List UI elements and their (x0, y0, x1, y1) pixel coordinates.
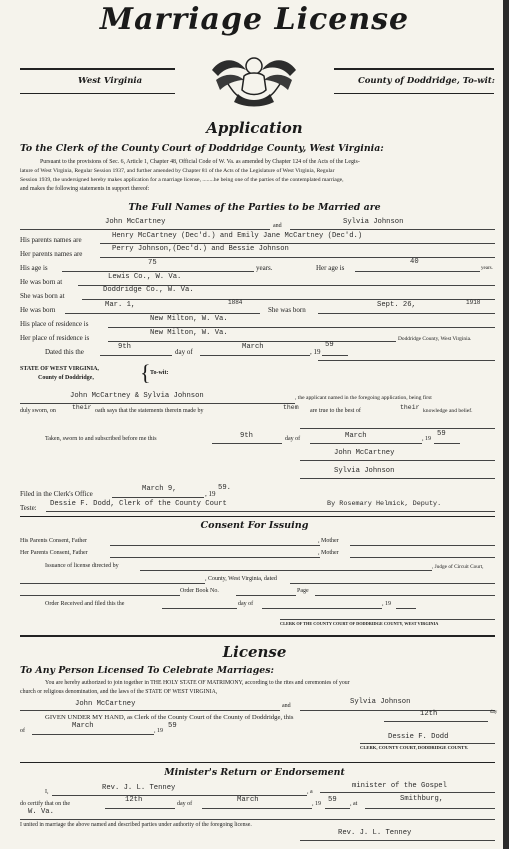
his-parents-line (100, 243, 495, 244)
her-parents-label: Her parents names are (20, 250, 83, 258)
oath-signature-2: Sylvia Johnson (334, 467, 395, 475)
dated-month-line (200, 355, 310, 356)
judge-label: , Judge of Circuit Court, (432, 564, 484, 570)
he-born-label: He was born (20, 306, 56, 314)
license-bride-value: Sylvia Johnson (350, 698, 411, 706)
header-rule-left-top (20, 68, 175, 70)
oath-text-2d: knowledge and belief. (423, 408, 473, 414)
consent-heading: Consent For Issuing (200, 520, 309, 531)
return-month-line (202, 808, 312, 809)
his-age-line (62, 271, 254, 272)
dated-label: Dated this the (45, 348, 84, 356)
oath-towit: To-wit: (150, 370, 169, 376)
given-day-label: day (490, 710, 498, 715)
oath-text-2a: duly sworn, on (20, 408, 56, 414)
oath-signature-1-line (300, 460, 495, 461)
order-book-label: Order Book No. (180, 588, 219, 594)
residence-suffix: Doddridge County, West Virginia. (398, 336, 472, 342)
given-year-value: 59 (168, 722, 177, 730)
return-heading: Minister's Return or Endorsement (164, 767, 345, 778)
her-consent-father-line (110, 557, 320, 558)
order-received-label: Order Received and filed this the (45, 601, 125, 607)
return-minister-of-line (320, 792, 495, 793)
sworn-day-line (212, 443, 282, 444)
order-received-month-line (262, 608, 382, 609)
given-month-value: March (72, 722, 94, 730)
he-born-value: Mar. 1, (105, 301, 136, 309)
oath-signature-2-line (300, 478, 495, 479)
dated-year-line (322, 355, 348, 356)
sworn-label: Taken, sworn to and subscribed before me this (45, 436, 157, 442)
oath-county: County of Doddridge, (38, 375, 94, 381)
license-text-2: church or religious denomination, and the laws of the STATE OF WEST VIRGINIA, (20, 689, 218, 695)
oath-their-1: their (72, 404, 92, 411)
she-born-label: She was born (268, 306, 306, 314)
his-years-label: years. (256, 264, 273, 272)
clerk-signature-line (280, 619, 495, 620)
application-heading: Application (206, 119, 303, 137)
her-age-value: 40 (410, 258, 419, 266)
oath-their-2: their (400, 404, 420, 411)
his-residence-line (108, 327, 495, 328)
oath-blank-line (300, 428, 495, 429)
order-book-line (236, 595, 296, 596)
dated-year-value: 59 (325, 341, 334, 349)
header-rule-right-top (334, 68, 494, 70)
cherub-emblem-icon (208, 50, 300, 108)
license-clerk-signature: Dessie F. Dodd (388, 733, 449, 741)
she-born-at-label: She was born at (20, 292, 65, 300)
page-line (315, 595, 495, 596)
license-rule (20, 635, 495, 637)
page-label: Page (297, 588, 309, 594)
county-dated-blank-line (20, 583, 205, 584)
his-parents-label: His parents names are (20, 236, 82, 244)
teste-line (46, 511, 495, 512)
to-clerk-heading: To the Clerk of the County Court of Doddridge County, West Virginia: (20, 143, 384, 154)
oath-text-2c: are true to the best of (310, 408, 361, 414)
deputy-value: By Rosemary Helmick, Deputy. (327, 500, 442, 508)
license-clerk-caption: CLERK, COUNTY COURT, DODDRIDGE COUNTY. (360, 745, 469, 750)
oath-signature-1: John McCartney (334, 449, 395, 457)
sworn-year-value: 59 (437, 430, 446, 438)
dated-year-prefix: , 19 (310, 348, 321, 356)
given-month-line (32, 734, 154, 735)
his-parents-value: Henry McCartney (Dec'd.) and Emily Jane McCartney (Dec'd.) (112, 232, 363, 240)
return-place2-value: W. Va. (28, 808, 54, 816)
given-label: GIVEN UNDER MY HAND, as Clerk of the County Court of the County of Doddridge, this (45, 714, 294, 721)
his-consent-mother: , Mother (318, 538, 339, 544)
return-minister-line (52, 795, 307, 796)
she-born-value: Sept. 26, (377, 301, 416, 309)
given-year-prefix: , 19 (154, 728, 163, 734)
order-received-day-of: day of (238, 601, 254, 607)
license-text-1: You are hereby authorized to join together in THE HOLY STATE OF MATRIMONY, according to the rites and ceremonies of your (45, 680, 350, 686)
her-consent-mother: , Mother (318, 550, 339, 556)
his-consent-mother-line (350, 545, 495, 546)
return-united: I united in marriage the above named and described parties under authority of the foregoing license. (20, 822, 252, 828)
return-month-value: March (237, 796, 259, 804)
her-residence-value: New Milton, W. Va. (150, 329, 228, 337)
she-born-line (318, 313, 495, 314)
license-bride-line (300, 710, 495, 711)
order-received-year-prefix: , 19 (382, 601, 391, 607)
return-signature-value: Rev. J. L. Tenney (338, 829, 412, 837)
filed-year-value: 59. (218, 484, 231, 492)
groom-name-value: John McCartney (105, 218, 166, 226)
to-any-person-heading: To Any Person Licensed To Celebrate Marriages: (20, 665, 274, 676)
intro-line-3: Session 1939, the undersigned hereby makes application for a marriage license, ........he being one of the parties of the contemplated marriage, (20, 177, 344, 183)
she-born-year-value: 1918 (466, 299, 481, 306)
he-born-at-value: Lewis Co., W. Va. (108, 273, 182, 281)
order-received-year-line (396, 608, 416, 609)
applicant-signature-line (318, 360, 495, 361)
filed-date-value: March 9, (142, 485, 177, 493)
his-age-label: His age is (20, 264, 48, 272)
given-of-label: of (20, 728, 25, 734)
her-parents-value: Perry Johnson,(Dec'd.) and Bessie Johnson (112, 245, 289, 253)
sworn-day-value: 9th (240, 432, 253, 440)
her-age-line (355, 271, 480, 272)
return-day-value: 12th (125, 796, 143, 804)
filed-year-prefix: , 19 (205, 490, 216, 498)
issuance-line (140, 570, 432, 571)
her-years-label: years. (481, 266, 493, 271)
return-minister-of-value: minister of the Gospel (352, 782, 447, 790)
oath-state: STATE OF WEST VIRGINIA, (20, 366, 99, 372)
sworn-year-line (434, 443, 460, 444)
license-heading: License (222, 643, 287, 661)
return-place-value: Smithburg, (400, 795, 444, 803)
sworn-year-prefix: , 19 (422, 436, 431, 442)
his-consent-label: His Parents Consent, Father (20, 538, 87, 544)
license-and: and (282, 703, 291, 709)
intro-line-1: Pursuant to the provisions of Sec. 6, Article 1, Chapter 48, Official Code of W. Va. as amended by Chapter 124 of the Acts of the Legis- (40, 159, 360, 165)
oath-text-2b: oath says that the statements therein made by (95, 408, 204, 414)
his-consent-father-line (110, 545, 320, 546)
filed-label: Filed in the Clerk's Office (20, 490, 93, 498)
return-certify: do certify that on the (20, 801, 70, 807)
given-day-value: 12th (420, 710, 438, 718)
return-rule (20, 762, 495, 763)
groom-name-line (20, 229, 270, 230)
county-label: County of Doddridge, To-wit: (358, 76, 495, 86)
return-day-line (105, 808, 175, 809)
order-received-day-line (162, 608, 237, 609)
oath-applicants-line (20, 403, 295, 404)
return-year-value: 59 (328, 796, 337, 804)
consent-rule (20, 516, 495, 517)
he-born-year-value: 1884 (228, 299, 243, 306)
return-at: , at (350, 801, 358, 807)
dated-day-value: 9th (118, 343, 131, 351)
clerk-caption: CLERK OF THE COUNTY COURT OF DODDRIDGE COUNTY, WEST VIRGINIA (280, 621, 439, 626)
page-edge (503, 0, 509, 849)
her-residence-line (108, 341, 396, 342)
return-year-line (325, 808, 350, 809)
license-groom-line (20, 710, 280, 711)
oath-brace: { (140, 360, 151, 385)
return-i: I, (45, 789, 49, 795)
county-dated-line (290, 583, 495, 584)
sworn-day-of: day of (285, 436, 301, 442)
oath-text-1: , the applicant named in the foregoing application, being first (295, 395, 432, 401)
header-rule-left-bottom (20, 93, 175, 94)
county-dated-label: , County, West Virginia, dated (205, 576, 277, 582)
state-label: West Virginia (78, 76, 143, 86)
license-clerk-line (360, 743, 495, 744)
her-parents-line (100, 257, 495, 258)
order-book-blank-line (20, 595, 180, 596)
and-label: and (273, 223, 282, 229)
she-born-at-line (82, 299, 495, 300)
bride-name-value: Sylvia Johnson (343, 218, 404, 226)
his-residence-label: His place of residence is (20, 320, 89, 328)
his-residence-value: New Milton, W. Va. (150, 315, 228, 323)
return-place2-line (20, 819, 495, 820)
his-age-value: 75 (148, 259, 157, 267)
filed-date-line (112, 497, 204, 498)
return-day-of: day of (177, 801, 193, 807)
her-consent-mother-line (350, 557, 495, 558)
intro-line-4: and makes the following statements in support thereof: (20, 186, 150, 192)
her-age-label: Her age is (316, 264, 345, 272)
license-groom-value: John McCartney (75, 700, 136, 708)
sworn-month-line (310, 443, 422, 444)
dated-day-of: day of (175, 348, 193, 356)
return-place-line (365, 808, 495, 809)
bride-name-line (290, 229, 495, 230)
intro-line-2: lature of West Virginia, Regular Session 1937, and further amended by Chapter 81 of the Acts of the Legislature of West Virginia, Regular (20, 168, 335, 174)
dated-day-line (100, 355, 172, 356)
return-minister-value: Rev. J. L. Tenney (102, 784, 176, 792)
dated-month-value: March (242, 343, 264, 351)
her-residence-label: Her place of residence is (20, 334, 90, 342)
issuance-label: Issuance of license directed by (45, 563, 119, 569)
oath-them: them (283, 404, 299, 411)
oath-applicants-value: John McCartney & Sylvia Johnson (70, 392, 204, 400)
header-rule-right-bottom (334, 93, 494, 94)
document-title: Marriage License (99, 2, 410, 37)
return-year-prefix: , 19 (312, 801, 321, 807)
she-born-at-value: Doddridge Co., W. Va. (103, 286, 194, 294)
he-born-line (65, 313, 260, 314)
return-signature-line (300, 840, 495, 841)
sworn-month-value: March (345, 432, 367, 440)
he-born-at-label: He was born at (20, 278, 63, 286)
her-consent-label: Her Parents Consent, Father (20, 550, 88, 556)
teste-label: Teste: (20, 504, 37, 512)
teste-value: Dessie F. Dodd, Clerk of the County Court (50, 500, 227, 508)
return-a: , a (307, 789, 313, 795)
given-day-line (384, 721, 488, 722)
full-names-heading: The Full Names of the Parties to be Married are (128, 202, 381, 213)
